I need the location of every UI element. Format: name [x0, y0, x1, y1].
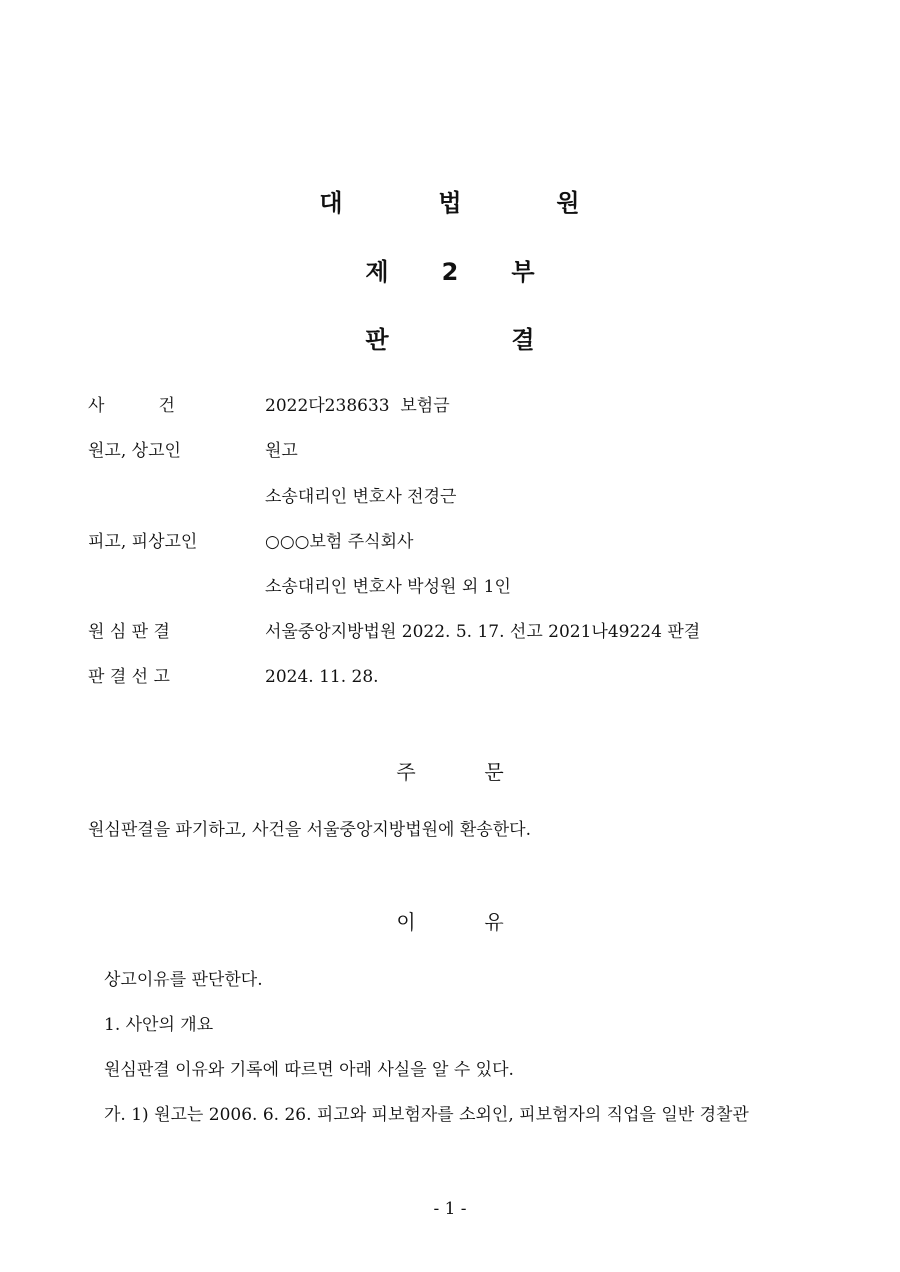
reasons-heading-char-2: 유 [484, 910, 504, 934]
judgment-date-value: 2024. 11. 28. [265, 667, 379, 687]
plaintiff-attorney: 소송대리인 변호사 전경근 [265, 487, 457, 507]
lower-court-label: 원 심 판 결 [88, 622, 170, 642]
reasons-paragraph: 1. 사안의 개요 [104, 1015, 214, 1035]
division-char-1: 제 [365, 258, 389, 286]
order-text: 원심판결을 파기하고, 사건을 서울중앙지방법원에 환송한다. [88, 820, 531, 840]
case-label: 사 건 [88, 396, 175, 416]
defendant-attorney: 소송대리인 변호사 박성원 외 1인 [265, 577, 511, 597]
doc-type-char-2: 결 [511, 326, 535, 354]
plaintiff-value: 원고 [265, 441, 298, 461]
order-heading-char-2: 문 [484, 760, 504, 784]
court-char-3: 원 [556, 189, 580, 217]
court-char-1: 대 [319, 189, 343, 217]
doc-type-char-1: 판 [365, 326, 389, 354]
plaintiff-label: 원고, 상고인 [88, 441, 181, 461]
division-char-3: 부 [511, 258, 535, 286]
defendant-value: ○○○보험 주식회사 [265, 532, 414, 552]
judgment-date-label: 판 결 선 고 [88, 667, 170, 687]
division-char-2: 2 [441, 258, 459, 286]
reasons-paragraph: 상고이유를 판단한다. [104, 970, 263, 990]
case-value: 2022다238633 보험금 [265, 396, 450, 416]
page-number: - 1 - [433, 1199, 467, 1219]
lower-court-value: 서울중앙지방법원 2022. 5. 17. 선고 2021나49224 판결 [265, 622, 701, 642]
reasons-heading-char-1: 이 [396, 910, 416, 934]
order-heading-char-1: 주 [396, 760, 416, 784]
reasons-paragraph: 가. 1) 원고는 2006. 6. 26. 피고와 피보험자를 소외인, 피보험자의 직업을 일반 경찰관 [104, 1105, 749, 1125]
court-char-2: 법 [438, 189, 462, 217]
defendant-label: 피고, 피상고인 [88, 532, 198, 552]
reasons-paragraph: 원심판결 이유와 기록에 따르면 아래 사실을 알 수 있다. [104, 1060, 514, 1080]
